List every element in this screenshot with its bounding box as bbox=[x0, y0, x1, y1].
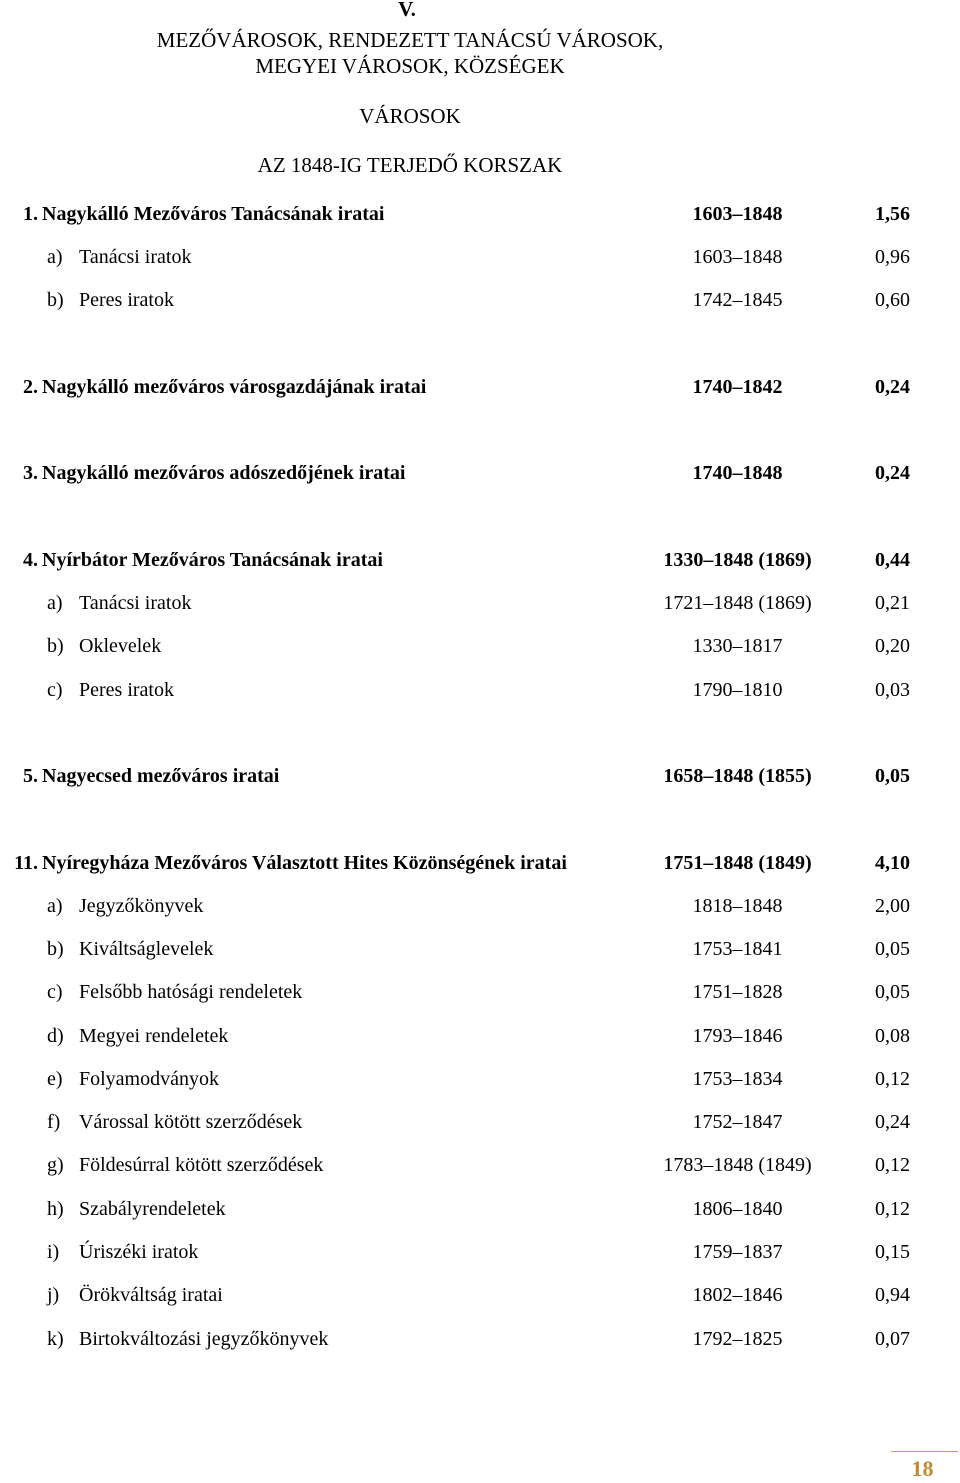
item-title: Jegyzőkönyvek bbox=[79, 895, 204, 917]
item-title: Nyírbátor Mezőváros Tanácsának iratai bbox=[42, 549, 383, 571]
item-title: Tanácsi iratok bbox=[79, 592, 192, 614]
fonds-row bbox=[0, 459, 960, 487]
item-number: c) bbox=[47, 981, 63, 1003]
item-years: 1818–1848 bbox=[692, 895, 783, 917]
item-title: Nagykálló Mezőváros Tanácsának iratai bbox=[42, 203, 385, 225]
subseries-row bbox=[0, 286, 960, 314]
item-years: 1783–1848 (1849) bbox=[663, 1154, 812, 1176]
chapter-number: V. bbox=[398, 0, 416, 21]
subseries-row bbox=[0, 676, 960, 704]
item-number: a) bbox=[47, 592, 63, 614]
item-number: 2. bbox=[23, 376, 38, 398]
item-size: 0,44 bbox=[875, 549, 910, 571]
item-size: 0,15 bbox=[875, 1241, 910, 1263]
item-size: 4,10 bbox=[875, 852, 910, 874]
item-title: Oklevelek bbox=[79, 635, 162, 657]
item-size: 0,07 bbox=[875, 1328, 910, 1350]
footer-divider bbox=[891, 1451, 958, 1452]
section-heading: VÁROSOK bbox=[359, 104, 461, 128]
item-size: 2,00 bbox=[875, 895, 910, 917]
item-years: 1330–1848 (1869) bbox=[663, 549, 812, 571]
item-years: 1790–1810 bbox=[692, 679, 783, 701]
subseries-row bbox=[0, 1065, 960, 1093]
item-title: Tanácsi iratok bbox=[79, 246, 192, 268]
item-years: 1603–1848 bbox=[692, 203, 783, 225]
item-number: 11. bbox=[14, 852, 38, 874]
item-size: 0,03 bbox=[875, 679, 910, 701]
item-number: b) bbox=[47, 635, 64, 657]
item-title: Peres iratok bbox=[79, 679, 174, 701]
item-years: 1751–1848 (1849) bbox=[663, 852, 812, 874]
item-title: Birtokváltozási jegyzőkönyvek bbox=[79, 1328, 329, 1350]
item-title: Nyíregyháza Mezőváros Választott Hites Közönségének iratai bbox=[42, 852, 567, 874]
item-size: 0,94 bbox=[875, 1284, 910, 1306]
fonds-row bbox=[0, 200, 960, 228]
item-years: 1742–1845 bbox=[692, 289, 783, 311]
item-number: b) bbox=[47, 938, 64, 960]
fonds-row bbox=[0, 762, 960, 790]
item-number: e) bbox=[47, 1068, 63, 1090]
item-years: 1753–1834 bbox=[692, 1068, 783, 1090]
item-number: 1. bbox=[23, 203, 38, 225]
fonds-row bbox=[0, 373, 960, 401]
item-title: Nagykálló mezőváros adószedőjének iratai bbox=[42, 462, 406, 484]
item-title: Megyei rendeletek bbox=[79, 1025, 229, 1047]
subseries-row bbox=[0, 892, 960, 920]
item-years: 1753–1841 bbox=[692, 938, 783, 960]
item-title: Nagykálló mezőváros városgazdájának iratai bbox=[42, 376, 427, 398]
item-years: 1740–1848 bbox=[692, 462, 783, 484]
item-size: 0,12 bbox=[875, 1198, 910, 1220]
item-title: Várossal kötött szerződések bbox=[79, 1111, 303, 1133]
subseries-row bbox=[0, 1281, 960, 1309]
item-years: 1792–1825 bbox=[692, 1328, 783, 1350]
item-size: 0,20 bbox=[875, 635, 910, 657]
chapter-title-line-2: MEGYEI VÁROSOK, KÖZSÉGEK bbox=[255, 54, 565, 78]
subseries-row bbox=[0, 243, 960, 271]
subseries-row bbox=[0, 1238, 960, 1266]
item-size: 0,12 bbox=[875, 1068, 910, 1090]
item-years: 1751–1828 bbox=[692, 981, 783, 1003]
item-years: 1752–1847 bbox=[692, 1111, 783, 1133]
chapter-title-line-1: MEZŐVÁROSOK, RENDEZETT TANÁCSÚ VÁROSOK, bbox=[156, 28, 664, 52]
item-number: k) bbox=[47, 1328, 64, 1350]
item-years: 1740–1842 bbox=[692, 376, 783, 398]
item-years: 1806–1840 bbox=[692, 1198, 783, 1220]
item-number: 3. bbox=[23, 462, 38, 484]
subseries-row bbox=[0, 978, 960, 1006]
item-number: g) bbox=[47, 1154, 64, 1176]
item-years: 1658–1848 (1855) bbox=[663, 765, 812, 787]
item-title: Örökváltság iratai bbox=[79, 1284, 223, 1306]
item-size: 0,24 bbox=[875, 462, 910, 484]
item-years: 1603–1848 bbox=[692, 246, 783, 268]
subseries-row bbox=[0, 1325, 960, 1353]
subseries-row bbox=[0, 1195, 960, 1223]
subseries-row bbox=[0, 935, 960, 963]
item-number: 5. bbox=[23, 765, 38, 787]
item-number: j) bbox=[47, 1284, 60, 1306]
item-title: Kiváltságlevelek bbox=[79, 938, 214, 960]
item-number: h) bbox=[47, 1198, 64, 1220]
item-title: Peres iratok bbox=[79, 289, 174, 311]
item-number: b) bbox=[47, 289, 64, 311]
item-size: 0,12 bbox=[875, 1154, 910, 1176]
item-number: a) bbox=[47, 895, 63, 917]
item-title: Földesúrral kötött szerződések bbox=[79, 1154, 324, 1176]
subseries-row bbox=[0, 1022, 960, 1050]
item-years: 1793–1846 bbox=[692, 1025, 783, 1047]
item-years: 1330–1817 bbox=[692, 635, 783, 657]
item-size: 0,21 bbox=[875, 592, 910, 614]
subseries-row bbox=[0, 632, 960, 660]
fonds-row bbox=[0, 849, 960, 877]
item-number: d) bbox=[47, 1025, 64, 1047]
item-number: 4. bbox=[23, 549, 38, 571]
item-number: i) bbox=[47, 1241, 60, 1263]
item-title: Felsőbb hatósági rendeletek bbox=[79, 981, 303, 1003]
subseries-row bbox=[0, 1108, 960, 1136]
item-number: a) bbox=[47, 246, 63, 268]
item-size: 0,05 bbox=[875, 938, 910, 960]
item-size: 0,60 bbox=[875, 289, 910, 311]
item-size: 1,56 bbox=[875, 203, 910, 225]
item-years: 1802–1846 bbox=[692, 1284, 783, 1306]
item-size: 0,05 bbox=[875, 765, 910, 787]
item-title: Úriszéki iratok bbox=[79, 1241, 199, 1263]
item-size: 0,96 bbox=[875, 246, 910, 268]
fonds-row bbox=[0, 546, 960, 574]
subseries-row bbox=[0, 1151, 960, 1179]
item-title: Szabályrendeletek bbox=[79, 1198, 226, 1220]
item-number: f) bbox=[47, 1111, 61, 1133]
item-title: Nagyecsed mezőváros iratai bbox=[42, 765, 280, 787]
item-size: 0,24 bbox=[875, 376, 910, 398]
item-title: Folyamodványok bbox=[79, 1068, 219, 1090]
item-size: 0,05 bbox=[875, 981, 910, 1003]
subseries-row bbox=[0, 589, 960, 617]
item-number: c) bbox=[47, 679, 63, 701]
subsection-heading: AZ 1848-IG TERJEDŐ KORSZAK bbox=[257, 153, 563, 177]
item-years: 1721–1848 (1869) bbox=[663, 592, 812, 614]
item-years: 1759–1837 bbox=[692, 1241, 783, 1263]
page-number: 18 bbox=[911, 1456, 934, 1481]
item-size: 0,24 bbox=[875, 1111, 910, 1133]
item-size: 0,08 bbox=[875, 1025, 910, 1047]
